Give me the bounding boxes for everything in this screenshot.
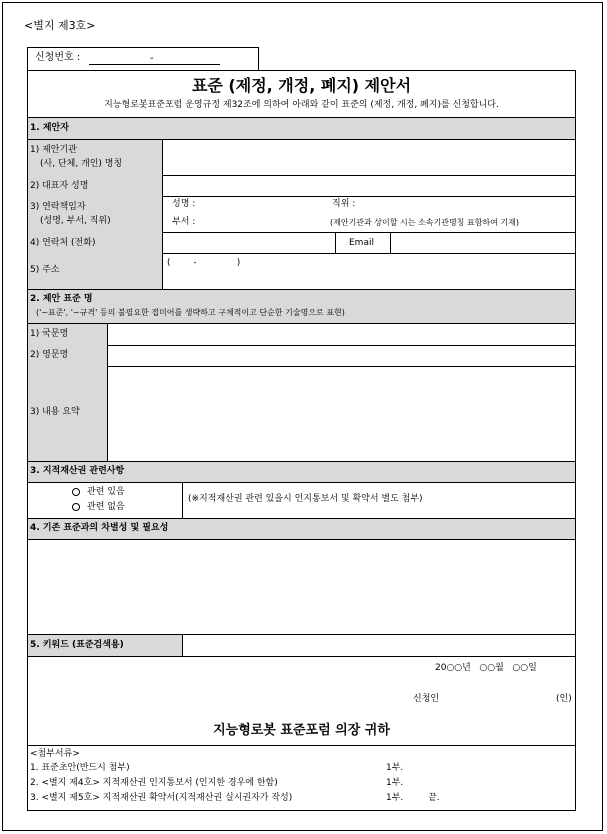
attachments-header: <첨부서류> — [30, 749, 80, 759]
org-label-1: 1) 제안기관 — [30, 145, 77, 155]
attachment-item-3: 3. <별지 제5호> 지적재산권 확약서(지적재산권 실시권자가 작성) — [30, 793, 293, 803]
section2-header-band — [28, 290, 575, 323]
attachment-count-2: 1부. — [386, 778, 404, 788]
section2-label-column — [28, 324, 107, 461]
section3-header: 3. 지적재산권 관련사항 — [30, 466, 125, 476]
attachment-item-2: 2. <별지 제4호> 지적재산권 인지통보서 (인지한 경우에 한함) — [30, 778, 278, 788]
rep-name-field[interactable] — [163, 176, 575, 196]
postcode-format: ( - ) — [167, 258, 241, 268]
section2-note: ('~표준', '~규격' 등의 불필요한 접미어를 생략하고 구체적이고 단순한 기술명으로 표현) — [36, 308, 345, 317]
kor-name-field[interactable] — [108, 324, 575, 345]
email-label: Email — [349, 238, 374, 248]
differentiation-field[interactable] — [28, 540, 575, 634]
ip-related-yes-radio[interactable] — [72, 488, 80, 496]
contact-position-label: 직위 : — [332, 199, 356, 209]
applicant-field[interactable] — [450, 691, 550, 706]
address-field[interactable] — [163, 272, 575, 289]
phone-label: 4) 연락처 (전화) — [30, 238, 96, 248]
form-title: 표준 (제정, 개정, 폐지) 제안서 — [191, 76, 412, 95]
application-number-dash: - — [150, 53, 154, 64]
attachment-count-3: 1부. — [386, 793, 404, 803]
attachment-item-1: 1. 표준초안(반드시 첨부) — [30, 763, 130, 773]
summary-field[interactable] — [108, 367, 575, 461]
phone-field[interactable] — [163, 233, 335, 253]
ip-related-no-radio[interactable] — [72, 503, 80, 511]
application-date: 20○○년 ○○월 ○○일 — [435, 663, 537, 673]
eng-name-label: 2) 영문명 — [30, 350, 69, 360]
application-number-label: 신청번호 : — [35, 52, 81, 63]
contact-name-label: 성명 : — [172, 199, 196, 209]
form-intro: 지능형로봇표준포럼 운영규정 제32조에 의하여 아래와 같이 표준의 (제정, 개정, 폐지)를 신청합니다. — [104, 100, 499, 110]
ip-related-no-label: 관련 없음 — [87, 502, 125, 512]
contact-name-field[interactable] — [205, 197, 325, 213]
section2-header: 2. 제안 표준 명 — [30, 294, 93, 304]
contact-position-field[interactable] — [362, 197, 572, 213]
ip-note: (※지적재산권 관련 있을시 인지통보서 및 확약서 별도 첨부) — [188, 494, 423, 504]
contact-dept-label: 부서 : — [172, 217, 196, 227]
section5-header: 5. 키워드 (표준검색용) — [30, 640, 124, 650]
kor-name-label: 1) 국문명 — [30, 329, 69, 339]
contact-label-2: (성명, 부서, 직위) — [40, 216, 111, 226]
contact-dept-field[interactable] — [205, 214, 325, 231]
seal-label: (인) — [556, 694, 572, 704]
summary-label: 3) 내용 요약 — [30, 407, 80, 417]
attachment-count-1: 1부. — [386, 763, 404, 773]
email-field[interactable] — [391, 233, 575, 253]
keyword-field[interactable] — [183, 635, 575, 656]
org-label-2: (사, 단체, 개인) 명칭 — [40, 159, 123, 169]
ip-related-yes-label: 관련 있음 — [87, 487, 125, 497]
section1-header: 1. 제안자 — [30, 123, 69, 133]
applicant-label: 신청인 — [413, 694, 440, 704]
rep-label: 2) 대표자 성명 — [30, 181, 89, 191]
contact-label-1: 3) 연락책임자 — [30, 202, 86, 212]
section4-header: 4. 기존 표준과의 차별성 및 필요성 — [30, 523, 169, 533]
contact-dept-note: (제안기관과 상이할 시는 소속기관명칭 표함하여 기재) — [330, 218, 519, 227]
section1-header-band — [28, 118, 575, 139]
attachment-end-mark: 끝. — [428, 793, 440, 803]
addressee: 지능형로봇 표준포럼 의장 귀하 — [213, 723, 390, 738]
form-number: <별지 제3호> — [24, 19, 96, 32]
application-number-field[interactable] — [89, 50, 220, 65]
org-name-field[interactable] — [163, 140, 575, 175]
eng-name-field[interactable] — [108, 346, 575, 366]
address-label: 5) 주소 — [30, 265, 60, 275]
